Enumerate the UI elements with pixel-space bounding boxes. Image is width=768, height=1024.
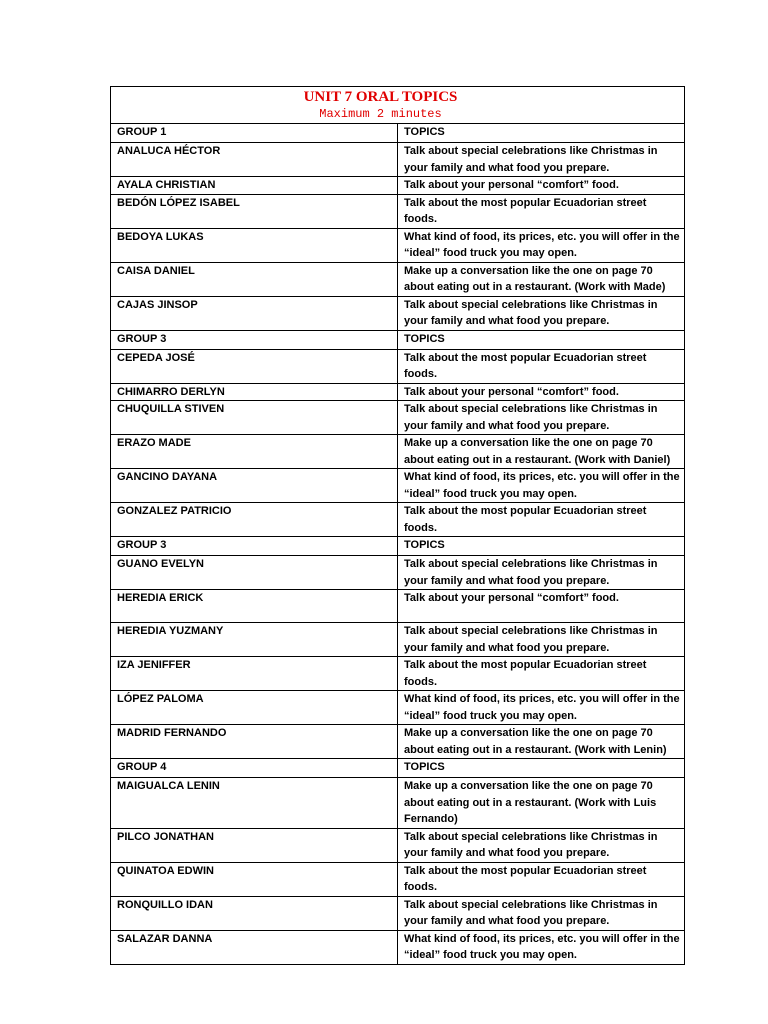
group-header-row	[111, 330, 685, 349]
table-row	[111, 623, 685, 657]
student-name: ERAZO MADE	[111, 435, 398, 469]
topic-text: Make up a conversation like the one on page 70 about eating out in a restaurant. (Work with Made)	[398, 262, 685, 296]
title-row	[111, 87, 685, 124]
topic-text: What kind of food, its prices, etc. you will offer in the “ideal” food truck you may open.	[398, 930, 685, 964]
group-header-row	[111, 537, 685, 556]
topic-text: What kind of food, its prices, etc. you will offer in the “ideal” food truck you may open.	[398, 228, 685, 262]
topic-text: Talk about your personal “comfort” food.	[398, 590, 685, 623]
topic-text: Talk about the most popular Ecuadorian street foods.	[398, 657, 685, 691]
page-title: UNIT 7 ORAL TOPICS	[303, 89, 458, 105]
topic-text: Talk about the most popular Ecuadorian street foods.	[398, 349, 685, 383]
table-row	[111, 401, 685, 435]
student-name: HEREDIA ERICK	[111, 590, 398, 623]
table-row	[111, 930, 685, 964]
table-row	[111, 657, 685, 691]
topic-text: Talk about your personal “comfort” food.	[398, 177, 685, 195]
group-label: GROUP 3	[111, 330, 398, 349]
table-row	[111, 383, 685, 401]
topic-text: Talk about special celebrations like Christmas in your family and what food you prepare.	[398, 896, 685, 930]
table-row	[111, 691, 685, 725]
topics-column-header: TOPICS	[398, 759, 685, 778]
table-row	[111, 296, 685, 330]
table-row	[111, 194, 685, 228]
topic-text: Talk about the most popular Ecuadorian street foods.	[398, 194, 685, 228]
table-row	[111, 143, 685, 177]
topic-text: Talk about special celebrations like Christmas in your family and what food you prepare.	[398, 401, 685, 435]
group-header-row	[111, 124, 685, 143]
table-row	[111, 503, 685, 537]
table-row	[111, 896, 685, 930]
topic-text: Talk about your personal “comfort” food.	[398, 383, 685, 401]
topics-column-header: TOPICS	[398, 124, 685, 143]
table-row	[111, 177, 685, 195]
group-header-row	[111, 759, 685, 778]
student-name: PILCO JONATHAN	[111, 828, 398, 862]
topic-text: Make up a conversation like the one on page 70 about eating out in a restaurant. (Work with Lenin)	[398, 725, 685, 759]
table-row	[111, 556, 685, 590]
student-name: AYALA CHRISTIAN	[111, 177, 398, 195]
oral-topics-table	[110, 86, 685, 965]
topic-text: Talk about special celebrations like Christmas in your family and what food you prepare.	[398, 296, 685, 330]
student-name: BEDÓN LÓPEZ ISABEL	[111, 194, 398, 228]
student-name: IZA JENIFFER	[111, 657, 398, 691]
student-name: QUINATOA EDWIN	[111, 862, 398, 896]
student-name: GONZALEZ PATRICIO	[111, 503, 398, 537]
group-label: GROUP 1	[111, 124, 398, 143]
student-name: GUANO EVELYN	[111, 556, 398, 590]
table-row	[111, 262, 685, 296]
student-name: HEREDIA YUZMANY	[111, 623, 398, 657]
group-label: GROUP 4	[111, 759, 398, 778]
student-name: CEPEDA JOSÉ	[111, 349, 398, 383]
topic-text: Make up a conversation like the one on page 70 about eating out in a restaurant. (Work with Luis Fernando)	[398, 778, 685, 829]
topic-text: Talk about the most popular Ecuadorian street foods.	[398, 862, 685, 896]
student-name: MAIGUALCA LENIN	[111, 778, 398, 829]
topic-text: Talk about special celebrations like Christmas in your family and what food you prepare.	[398, 143, 685, 177]
topics-column-header: TOPICS	[398, 537, 685, 556]
table-row	[111, 435, 685, 469]
student-name: CHUQUILLA STIVEN	[111, 401, 398, 435]
student-name: CAJAS JINSOP	[111, 296, 398, 330]
topic-text: Talk about special celebrations like Christmas in your family and what food you prepare.	[398, 556, 685, 590]
table-row	[111, 862, 685, 896]
table-row	[111, 828, 685, 862]
table-row	[111, 228, 685, 262]
topic-text: What kind of food, its prices, etc. you will offer in the “ideal” food truck you may open.	[398, 469, 685, 503]
table-row	[111, 590, 685, 623]
student-name: CHIMARRO DERLYN	[111, 383, 398, 401]
topic-text: What kind of food, its prices, etc. you will offer in the “ideal” food truck you may open.	[398, 691, 685, 725]
student-name: LÓPEZ PALOMA	[111, 691, 398, 725]
topic-text: Talk about the most popular Ecuadorian street foods.	[398, 503, 685, 537]
table-row	[111, 349, 685, 383]
topics-column-header: TOPICS	[398, 330, 685, 349]
student-name: MADRID FERNANDO	[111, 725, 398, 759]
page-subtitle: Maximum 2 minutes	[319, 107, 442, 121]
student-name: CAISA DANIEL	[111, 262, 398, 296]
topic-text: Talk about special celebrations like Christmas in your family and what food you prepare.	[398, 828, 685, 862]
title-cell	[111, 87, 685, 124]
table-row	[111, 725, 685, 759]
topic-text: Talk about special celebrations like Christmas in your family and what food you prepare.	[398, 623, 685, 657]
group-label: GROUP 3	[111, 537, 398, 556]
student-name: GANCINO DAYANA	[111, 469, 398, 503]
student-name: BEDOYA LUKAS	[111, 228, 398, 262]
table-row	[111, 469, 685, 503]
topic-text: Make up a conversation like the one on page 70 about eating out in a restaurant. (Work with Daniel)	[398, 435, 685, 469]
student-name: ANALUCA HÉCTOR	[111, 143, 398, 177]
table-row	[111, 778, 685, 829]
student-name: SALAZAR DANNA	[111, 930, 398, 964]
student-name: RONQUILLO IDAN	[111, 896, 398, 930]
